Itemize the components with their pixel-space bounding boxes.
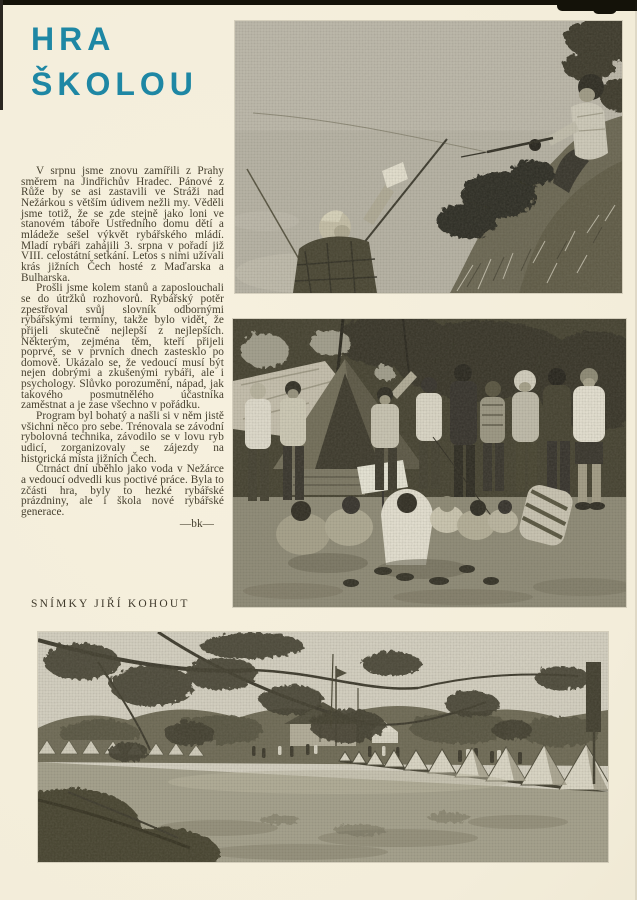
- article-paragraph: V srpnu jsme znovu zamířili z Prahy směrem na Jindřichův Hradec. Pánové z Růže by se asi zastavili ve Stráži nad Nežárkou s větším údivem nežli my. Věděli jsme totiž, že se zde stejně jako loni ve stanovém táboře Ústředního domu dětí a mládeže sešel výkvět rybářského mládí. Mladí rybáři zahájili 3. srpna v pořadí již VIII. celostátní setkání. Letos s nimi užívali krás jižních Čech hosté z Maďarska a Bulharska.: [21, 165, 224, 284]
- scan-edge-left: [0, 0, 3, 110]
- photo-credit: SNÍMKY JIŘÍ KOHOUT: [31, 598, 190, 610]
- photo-boys-fishing: [235, 21, 622, 293]
- author-initials: —bk—: [179, 517, 214, 530]
- scan-edge-top: [0, 0, 637, 5]
- photo-camp-panorama-art: [38, 632, 608, 862]
- photo-camp-gathering: [233, 319, 626, 607]
- photo-boys-fishing-art: [235, 21, 622, 293]
- title-line-2: ŠKOLOU: [31, 66, 198, 102]
- article-paragraph: Čtrnáct dní uběhlo jako voda v Nežárce a vedoucí odvedli kus poctivé práce. Byla to zčásti hra, byly to hezké rybářské prázdniny, ale i škola nové rybářské generace.: [21, 463, 224, 518]
- article-body: [21, 166, 224, 529]
- article-paragraph: Prošli jsme kolem stanů a zaposlouchali se do útržků rozhovorů. Rybářský potěr zpestřoval svůj slovník odbornými rybářskými termíny, takže bylo vidět, že přijeli skutečně nejlepší z nejlepších. Některým, zejména těm, kteří přijeli poprvé, se v prvních dnech zastesklo po domově. Ukázalo se, že vedoucí musí být nejen dobrými a zkušenými rybáři, ale i psychology. Slůvko porozumění, nápad, jak takového posmutnělého účastníka zaměstnat a je zase všechno v pořádku.: [21, 282, 224, 412]
- scan-edge-blob: [593, 0, 617, 14]
- title-line-1: HRA: [31, 21, 116, 57]
- photo-camp-panorama: [38, 632, 608, 862]
- photo-camp-gathering-art: [233, 319, 626, 607]
- article-paragraph: Program byl bohatý a našli si v něm jistě všichni něco pro sebe. Trénovala se závodní rybolovná technika, závodilo se v lovu ryb udicí, zorganizovaly se zájezdy na historická místa jižních Čech.: [21, 410, 224, 465]
- page-title: [31, 17, 198, 107]
